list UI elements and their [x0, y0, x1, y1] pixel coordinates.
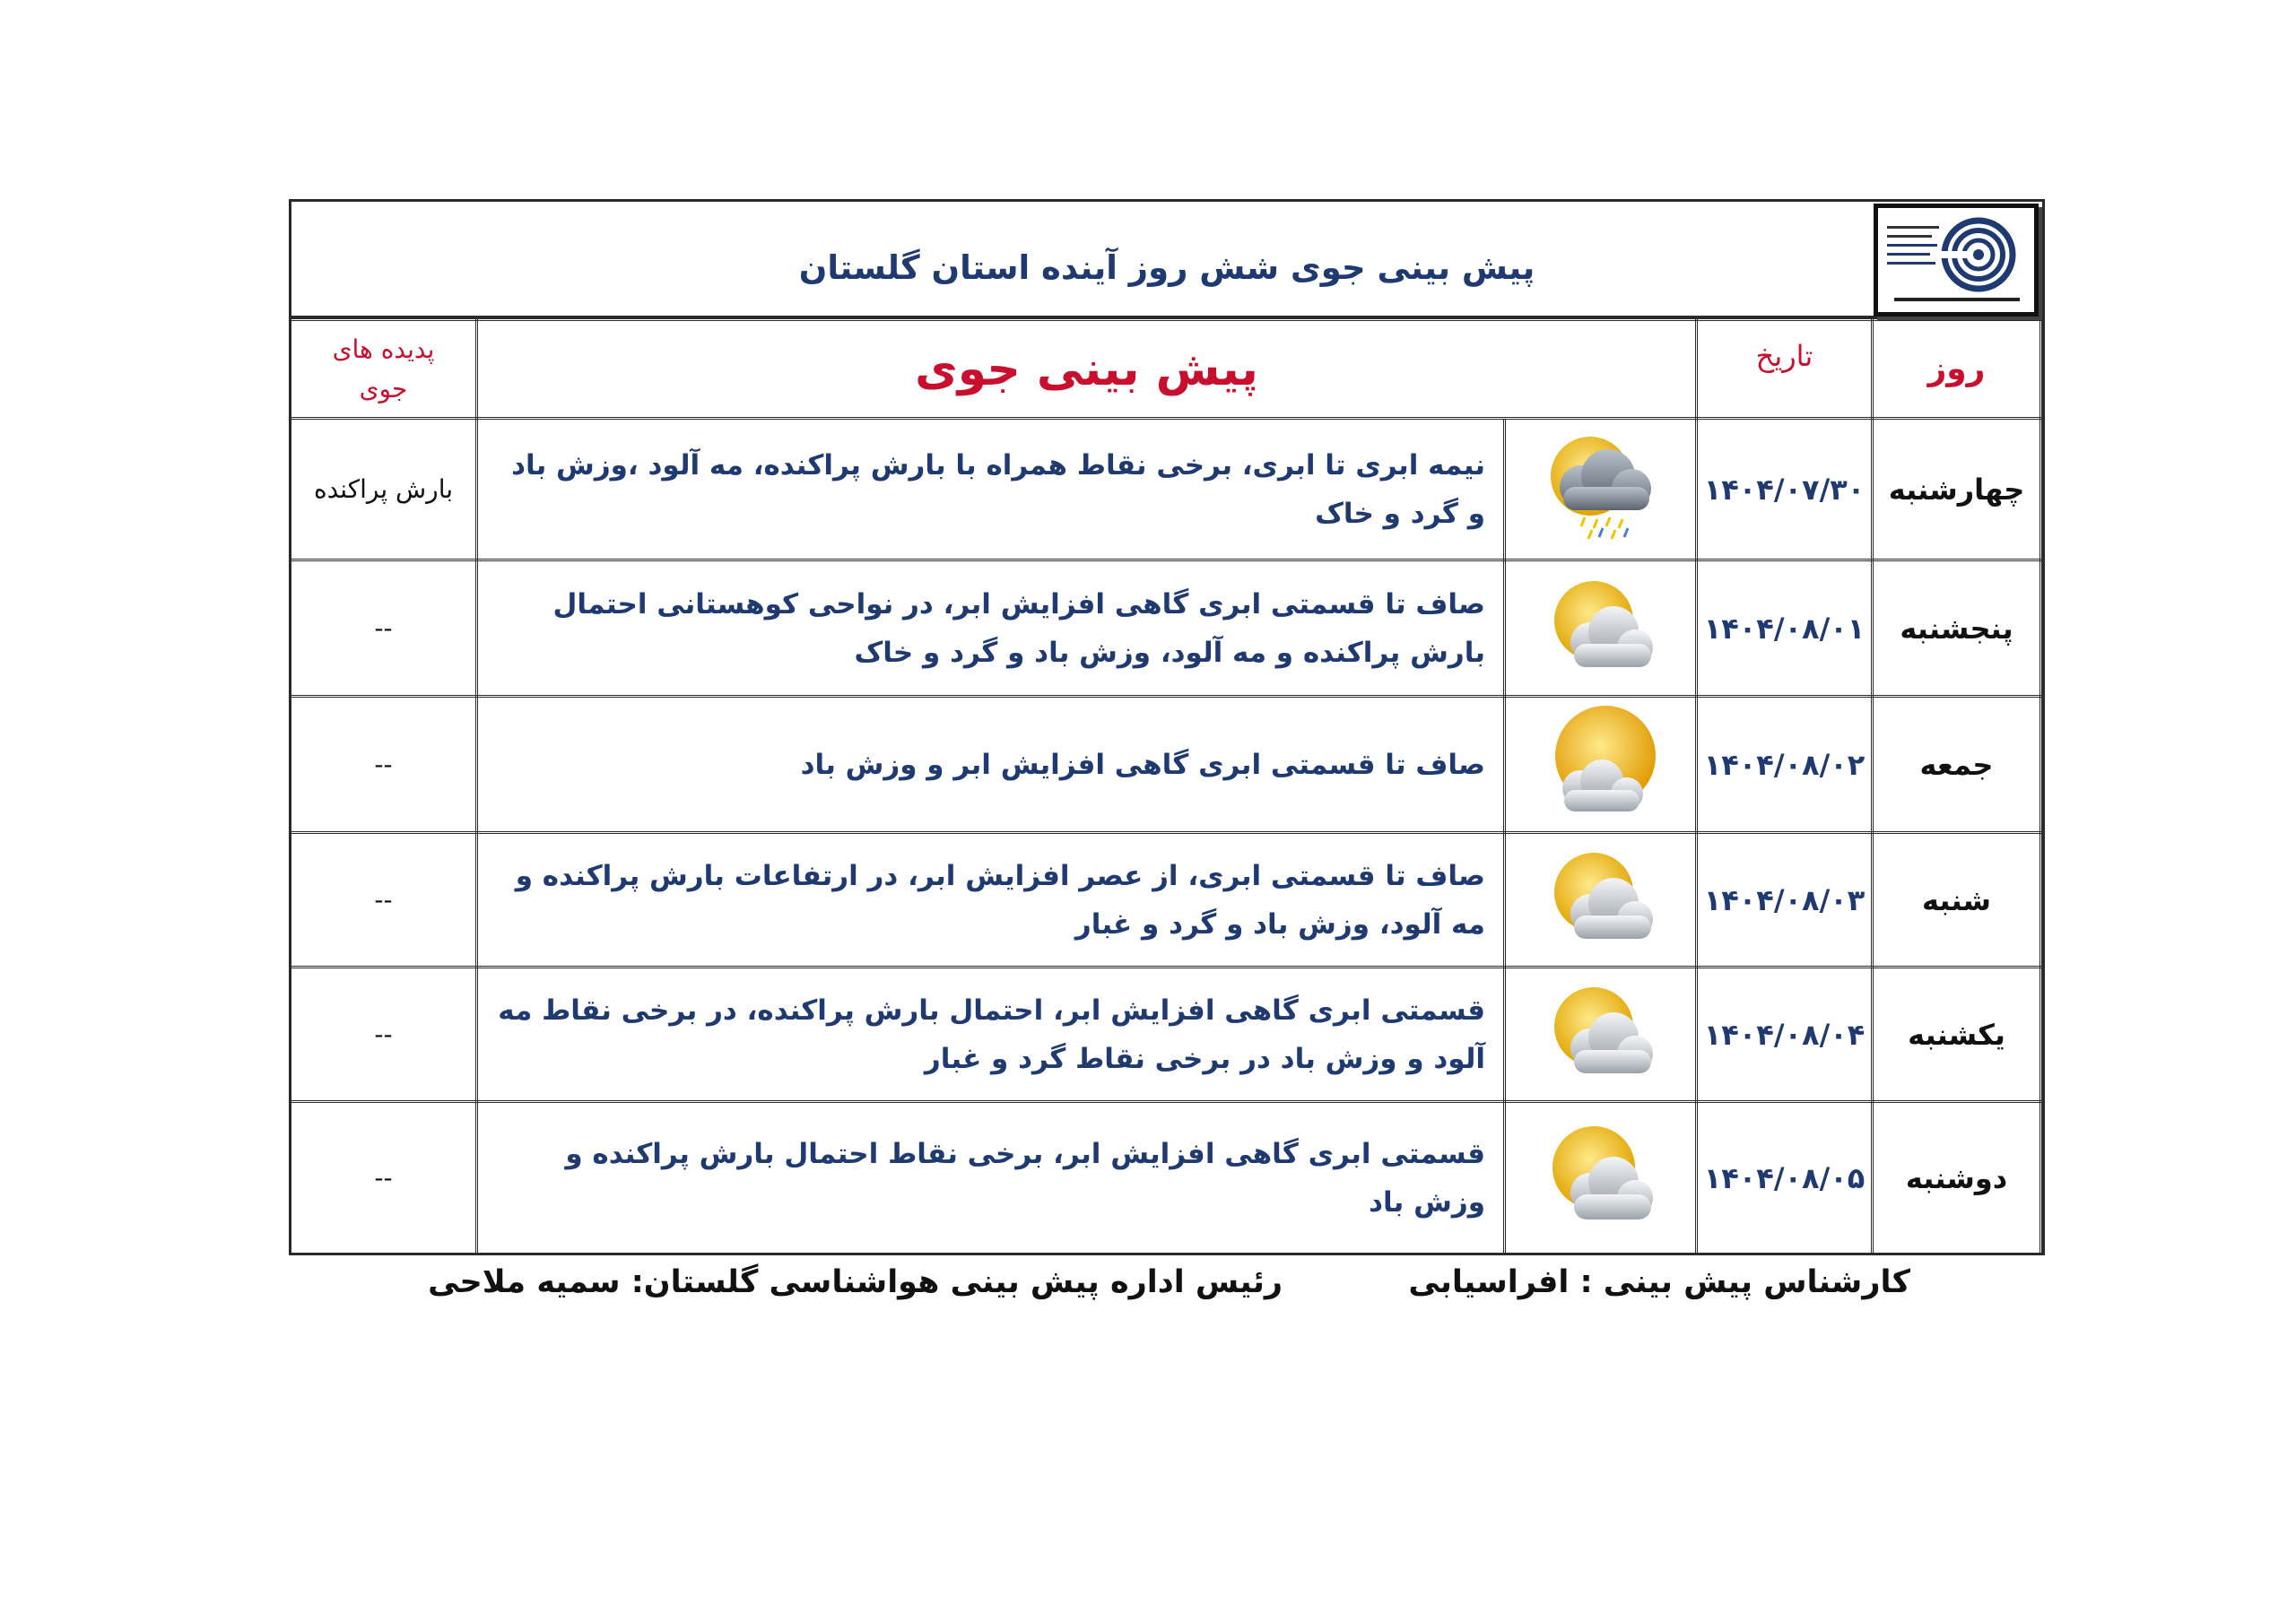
sun-cloud-icon — [1534, 700, 1668, 826]
day-cell: چهارشنبه — [1873, 419, 2041, 560]
forecast-text: صاف تا قسمتی ابری گاهی افزایش ابر، در نواحی کوهستانی احتمال بارش پراکنده و مه آلود، وزش باد و گرد و خاک — [476, 560, 1504, 697]
day-cell: یکشنبه — [1873, 968, 2041, 1102]
weather-icon-cell — [1505, 833, 1697, 968]
column-header-day: روز — [1873, 320, 2041, 419]
partly-cloudy-icon — [1538, 568, 1664, 685]
forecast-text: نیمه ابری تا ابری، برخی نقاط همراه با بارش پراکنده، مه آلود ،وزش باد و گرد و خاک — [476, 419, 1504, 560]
phenomena-cell: -- — [290, 697, 476, 833]
phenomena-cell: -- — [290, 560, 476, 697]
date-cell: ۱۴۰۴/۰۸/۰۱ — [1697, 560, 1873, 697]
table-row — [290, 968, 2040, 1102]
forecast-text: صاف تا قسمتی ابری، از عصر افزایش ابر، در ارتفاعات بارش پراکنده و مه آلود، وزش باد و گرد و غبار — [476, 833, 1504, 968]
day-cell: شنبه — [1873, 833, 2041, 968]
forecaster-signature: کارشناس پیش بینی : افراسیابی — [1408, 1264, 1910, 1300]
page-title: پیش بینی جوی شش روز آینده استان گلستان — [798, 248, 1535, 287]
column-header-forecast: پیش بینی جوی — [476, 320, 1696, 419]
title-row — [291, 202, 2042, 318]
table-row — [290, 1102, 2040, 1254]
forecast-text: قسمتی ابری گاهی افزایش ابر، برخی نقاط احتمال بارش پراکنده و وزش باد — [476, 1102, 1504, 1254]
phenomena-cell: بارش پراکنده — [290, 419, 476, 560]
column-header-phenomena — [290, 320, 476, 419]
partly-cloudy-icon — [1538, 975, 1664, 1091]
partly-cloudy-icon — [1538, 1114, 1664, 1239]
table-row — [290, 419, 2040, 560]
weather-icon-cell — [1505, 560, 1697, 697]
meteorological-organization-logo — [1874, 204, 2039, 317]
day-cell: پنجشنبه — [1873, 560, 2041, 697]
phenomena-cell: -- — [290, 833, 476, 968]
weather-icon-cell — [1505, 968, 1697, 1102]
forecast-text: قسمتی ابری گاهی افزایش ابر، احتمال بارش پراکنده، در برخی نقاط مه آلود و وزش باد در برخی نقاط گرد و غبار — [476, 968, 1504, 1102]
forecast-table — [289, 318, 2042, 1255]
table-row — [290, 560, 2040, 697]
date-cell: ۱۴۰۴/۰۸/۰۴ — [1697, 968, 1873, 1102]
phenomena-header-line1: پدیده های — [332, 334, 435, 364]
date-cell: ۱۴۰۴/۰۸/۰۵ — [1697, 1102, 1873, 1254]
table-row — [290, 833, 2040, 968]
date-cell: ۱۴۰۴/۰۸/۰۳ — [1697, 833, 1873, 968]
weather-icon-cell — [1505, 1102, 1697, 1254]
column-header-date: تاریخ — [1697, 320, 1873, 419]
weather-icon-cell — [1505, 697, 1697, 833]
phenomena-cell: -- — [290, 968, 476, 1102]
day-cell: جمعه — [1873, 697, 2041, 833]
weather-icon-cell — [1505, 419, 1697, 560]
cloud-rain-icon — [1538, 430, 1664, 546]
partly-cloudy-icon — [1538, 840, 1664, 957]
table-row — [290, 697, 2040, 833]
phenomena-cell: -- — [290, 1102, 476, 1254]
forecast-sheet — [289, 199, 2045, 1255]
head-signature: رئیس اداره پیش بینی هواشناسی گلستان: سمیه ملاحی — [428, 1264, 1283, 1300]
date-cell: ۱۴۰۴/۰۸/۰۲ — [1697, 697, 1873, 833]
date-cell: ۱۴۰۴/۰۷/۳۰ — [1697, 419, 1873, 560]
forecast-text: صاف تا قسمتی ابری گاهی افزایش ابر و وزش باد — [476, 697, 1504, 833]
phenomena-header-line2: جوی — [359, 373, 408, 404]
day-cell: دوشنبه — [1873, 1102, 2041, 1254]
header-row — [290, 320, 2040, 419]
